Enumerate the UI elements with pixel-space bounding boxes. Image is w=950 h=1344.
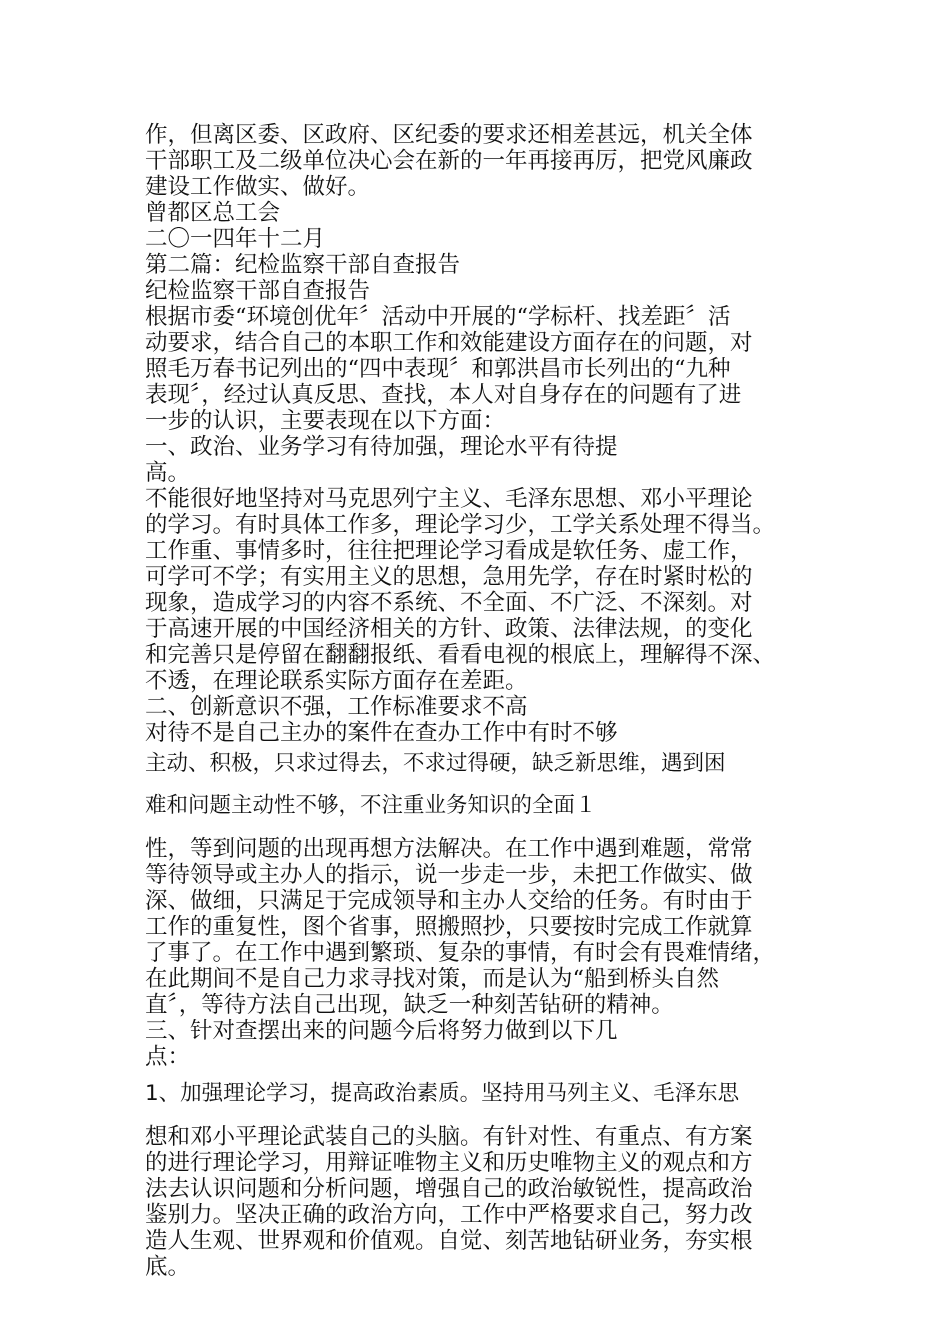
text-line: 造人生观、世界观和价值观。自觉、刻苦地钻研业务，夯实根	[145, 1228, 753, 1254]
text-line: 难和问题主动性不够，不注重业务知识的全面１	[145, 793, 597, 818]
text-line: 了事了。在工作中遇到繁琐、复杂的事情，有时会有畏难情绪，	[145, 940, 776, 966]
section-heading: 第二篇：纪检监察干部自查报告	[145, 252, 461, 278]
text-line: 可学可不学；有实用主义的思想，急用先学，存在时紧时松的	[145, 564, 753, 590]
text-line: 高。	[145, 460, 191, 486]
text-line: 不能很好地坚持对马克思列宁主义、毛泽东思想、邓小平理论	[145, 486, 753, 512]
report-title: 纪检监察干部自查报告	[145, 278, 371, 304]
text-line: 动要求，结合自己的本职工作和效能建设方面存在的问题，对	[145, 330, 753, 356]
subheading-3: 三、针对查摆出来的问题今后将努力做到以下几	[145, 1018, 618, 1044]
text-line: 等待领导或主办人的指示，说一步走一步，未把工作做实、做	[145, 862, 753, 888]
text-line: 想和邓小平理论武装自己的头脑。有针对性、有重点、有方案	[145, 1124, 753, 1150]
text-line: 建设工作做实、做好。	[145, 174, 371, 200]
text-line: 现象，造成学习的内容不系统、不全面、不广泛、不深刻。对	[145, 590, 753, 616]
text-line: 一步的认识，主要表现在以下方面：	[145, 408, 506, 434]
text-line: 不透，在理论联系实际方面存在差距。	[145, 668, 528, 694]
text-line: 底。	[145, 1254, 191, 1280]
signature-org: 曾都区总工会	[145, 200, 281, 226]
text-line: 鉴别力。坚决正确的政治方向，工作中严格要求自己，努力改	[145, 1202, 753, 1228]
text-line: 根据市委“环境创优年〞活动中开展的“学标杆、找差距〞活	[145, 304, 731, 330]
text-line: 深、做细，只满足于完成领导和主办人交给的任务。有时由于	[145, 888, 753, 914]
text-line: 性，等到问题的出现再想方法解决。在工作中遇到难题，常常	[145, 836, 753, 862]
text-line: 工作的重复性，图个省事，照搬照抄，只要按时完成工作就算	[145, 914, 753, 940]
subheading-1: 一、政治、业务学习有待加强，理论水平有待提	[145, 434, 618, 460]
text-line: 1、加强理论学习，提高政治素质。坚持用马列主义、毛泽东思	[145, 1081, 740, 1106]
text-line: 在此期间不是自己力求寻找对策，而是认为“船到桥头自然	[145, 966, 720, 992]
text-line: 作，但离区委、区政府、区纪委的要求还相差甚远，机关全体	[145, 122, 753, 148]
text-line: 和完善只是停留在翻翻报纸、看看电视的根底上，理解得不深、	[145, 642, 776, 668]
text-line: 的进行理论学习，用辩证唯物主义和历史唯物主义的观点和方	[145, 1150, 753, 1176]
text-line: 直〞，等待方法自己出现，缺乏一种刻苦钻研的精神。	[145, 992, 674, 1018]
text-line: 工作重、事情多时，往往把理论学习看成是软任务、虚工作，	[145, 538, 753, 564]
text-line: 干部职工及二级单位决心会在新的一年再接再厉，把党风廉政	[145, 148, 753, 174]
subheading-2: 二、创新意识不强，工作标准要求不高	[145, 694, 528, 720]
text-line: 点：	[145, 1044, 191, 1070]
text-line: 对待不是自己主办的案件在查办工作中有时不够	[145, 720, 618, 746]
text-line: 表现〞，经过认真反思、查找，本人对自身存在的问题有了进	[145, 382, 742, 408]
text-line: 主动、积极，只求过得去，不求过得硬，缺乏新思维，遇到困	[145, 751, 726, 776]
text-line: 照毛万春书记列出的“四中表现〞和郭洪昌市长列出的“九种	[145, 356, 731, 382]
signature-date: 二〇一四年十二月	[145, 226, 326, 252]
text-line: 的学习。有时具体工作多，理论学习少，工学关系处理不得当。	[145, 512, 776, 538]
text-line: 法去认识问题和分析问题，增强自己的政治敏锐性，提高政治	[145, 1176, 753, 1202]
text-line: 于高速开展的中国经济相关的方针、政策、法律法规，的变化	[145, 616, 753, 642]
